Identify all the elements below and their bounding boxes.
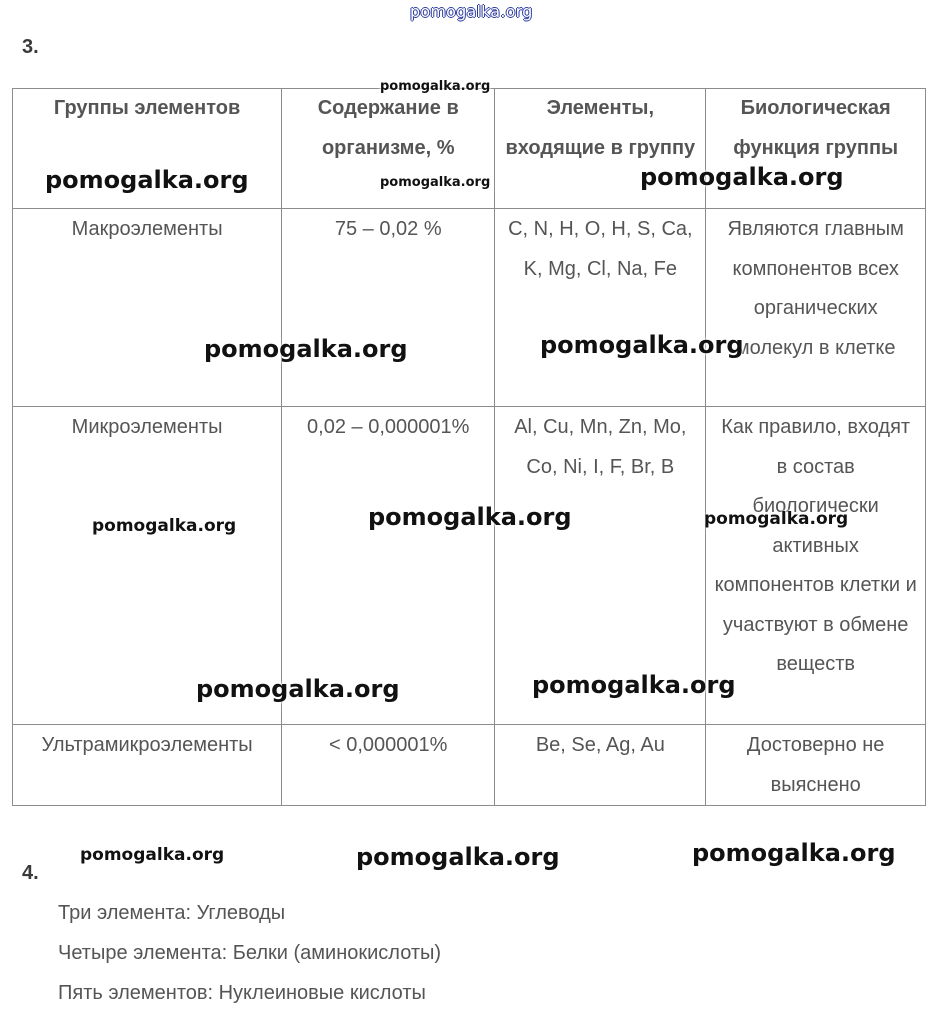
section-4-list xyxy=(58,893,441,1013)
elements-table xyxy=(12,88,926,806)
header-function: Биологическая функция группы xyxy=(706,89,926,209)
cell-elements: C, N, H, O, H, S, Ca, K, Mg, Cl, Na, Fe xyxy=(495,209,706,407)
watermark: pomogalka.org xyxy=(80,845,225,865)
header-groups: Группы элементов xyxy=(13,89,282,209)
watermark: pomogalka.org xyxy=(704,509,849,529)
header-elements: Элементы, входящие в группу xyxy=(495,89,706,209)
list-item: Три элемента: Углеводы xyxy=(58,902,286,924)
cell-group: Ультрамикроэлементы xyxy=(13,725,282,806)
cell-content: 75 – 0,02 % xyxy=(282,209,495,407)
cell-function: Достоверно не выяснено xyxy=(706,725,926,806)
list-item: Четыре элемента: Белки (аминокислоты) xyxy=(58,942,442,964)
watermark: pomogalka.org xyxy=(196,675,400,703)
list-item: Пять элементов: Нуклеиновые кислоты xyxy=(58,982,426,1004)
cell-function: Как правило, входят в состав биологически активных компонентов клетки и участвуют в обмене веществ xyxy=(706,407,926,725)
cell-group: Микроэлементы xyxy=(13,407,282,725)
watermark: pomogalka.org xyxy=(380,79,491,94)
watermark: pomogalka.org xyxy=(532,671,736,699)
watermark: pomogalka.org xyxy=(380,175,491,190)
watermark: pomogalka.org xyxy=(640,163,844,191)
watermark: pomogalka.org xyxy=(92,516,237,536)
table-row xyxy=(13,725,926,806)
watermark: pomogalka.org xyxy=(540,331,744,359)
section-3-number: 3. xyxy=(22,36,39,58)
cell-content: 0,02 – 0,000001% xyxy=(282,407,495,725)
cell-group: Макроэлементы xyxy=(13,209,282,407)
header-content-percent: Содержание в организме, % xyxy=(282,89,495,209)
watermark: pomogalka.org xyxy=(356,843,560,871)
watermark: pomogalka.org xyxy=(692,839,896,867)
cell-elements: Be, Se, Ag, Au xyxy=(495,725,706,806)
table-row xyxy=(13,209,926,407)
watermark: pomogalka.org xyxy=(204,335,408,363)
table-row xyxy=(13,407,926,725)
cell-elements: Al, Cu, Mn, Zn, Mo, Co, Ni, I, F, Br, B xyxy=(495,407,706,725)
cell-content: < 0,000001% xyxy=(282,725,495,806)
watermark: pomogalka.org xyxy=(45,166,249,194)
cell-function: Являются главным компонентов всех органических молекул в клетке xyxy=(706,209,926,407)
watermark: pomogalka.org xyxy=(368,503,572,531)
section-4-number: 4. xyxy=(22,862,39,884)
site-url-header: pomogalka.org xyxy=(410,2,533,21)
